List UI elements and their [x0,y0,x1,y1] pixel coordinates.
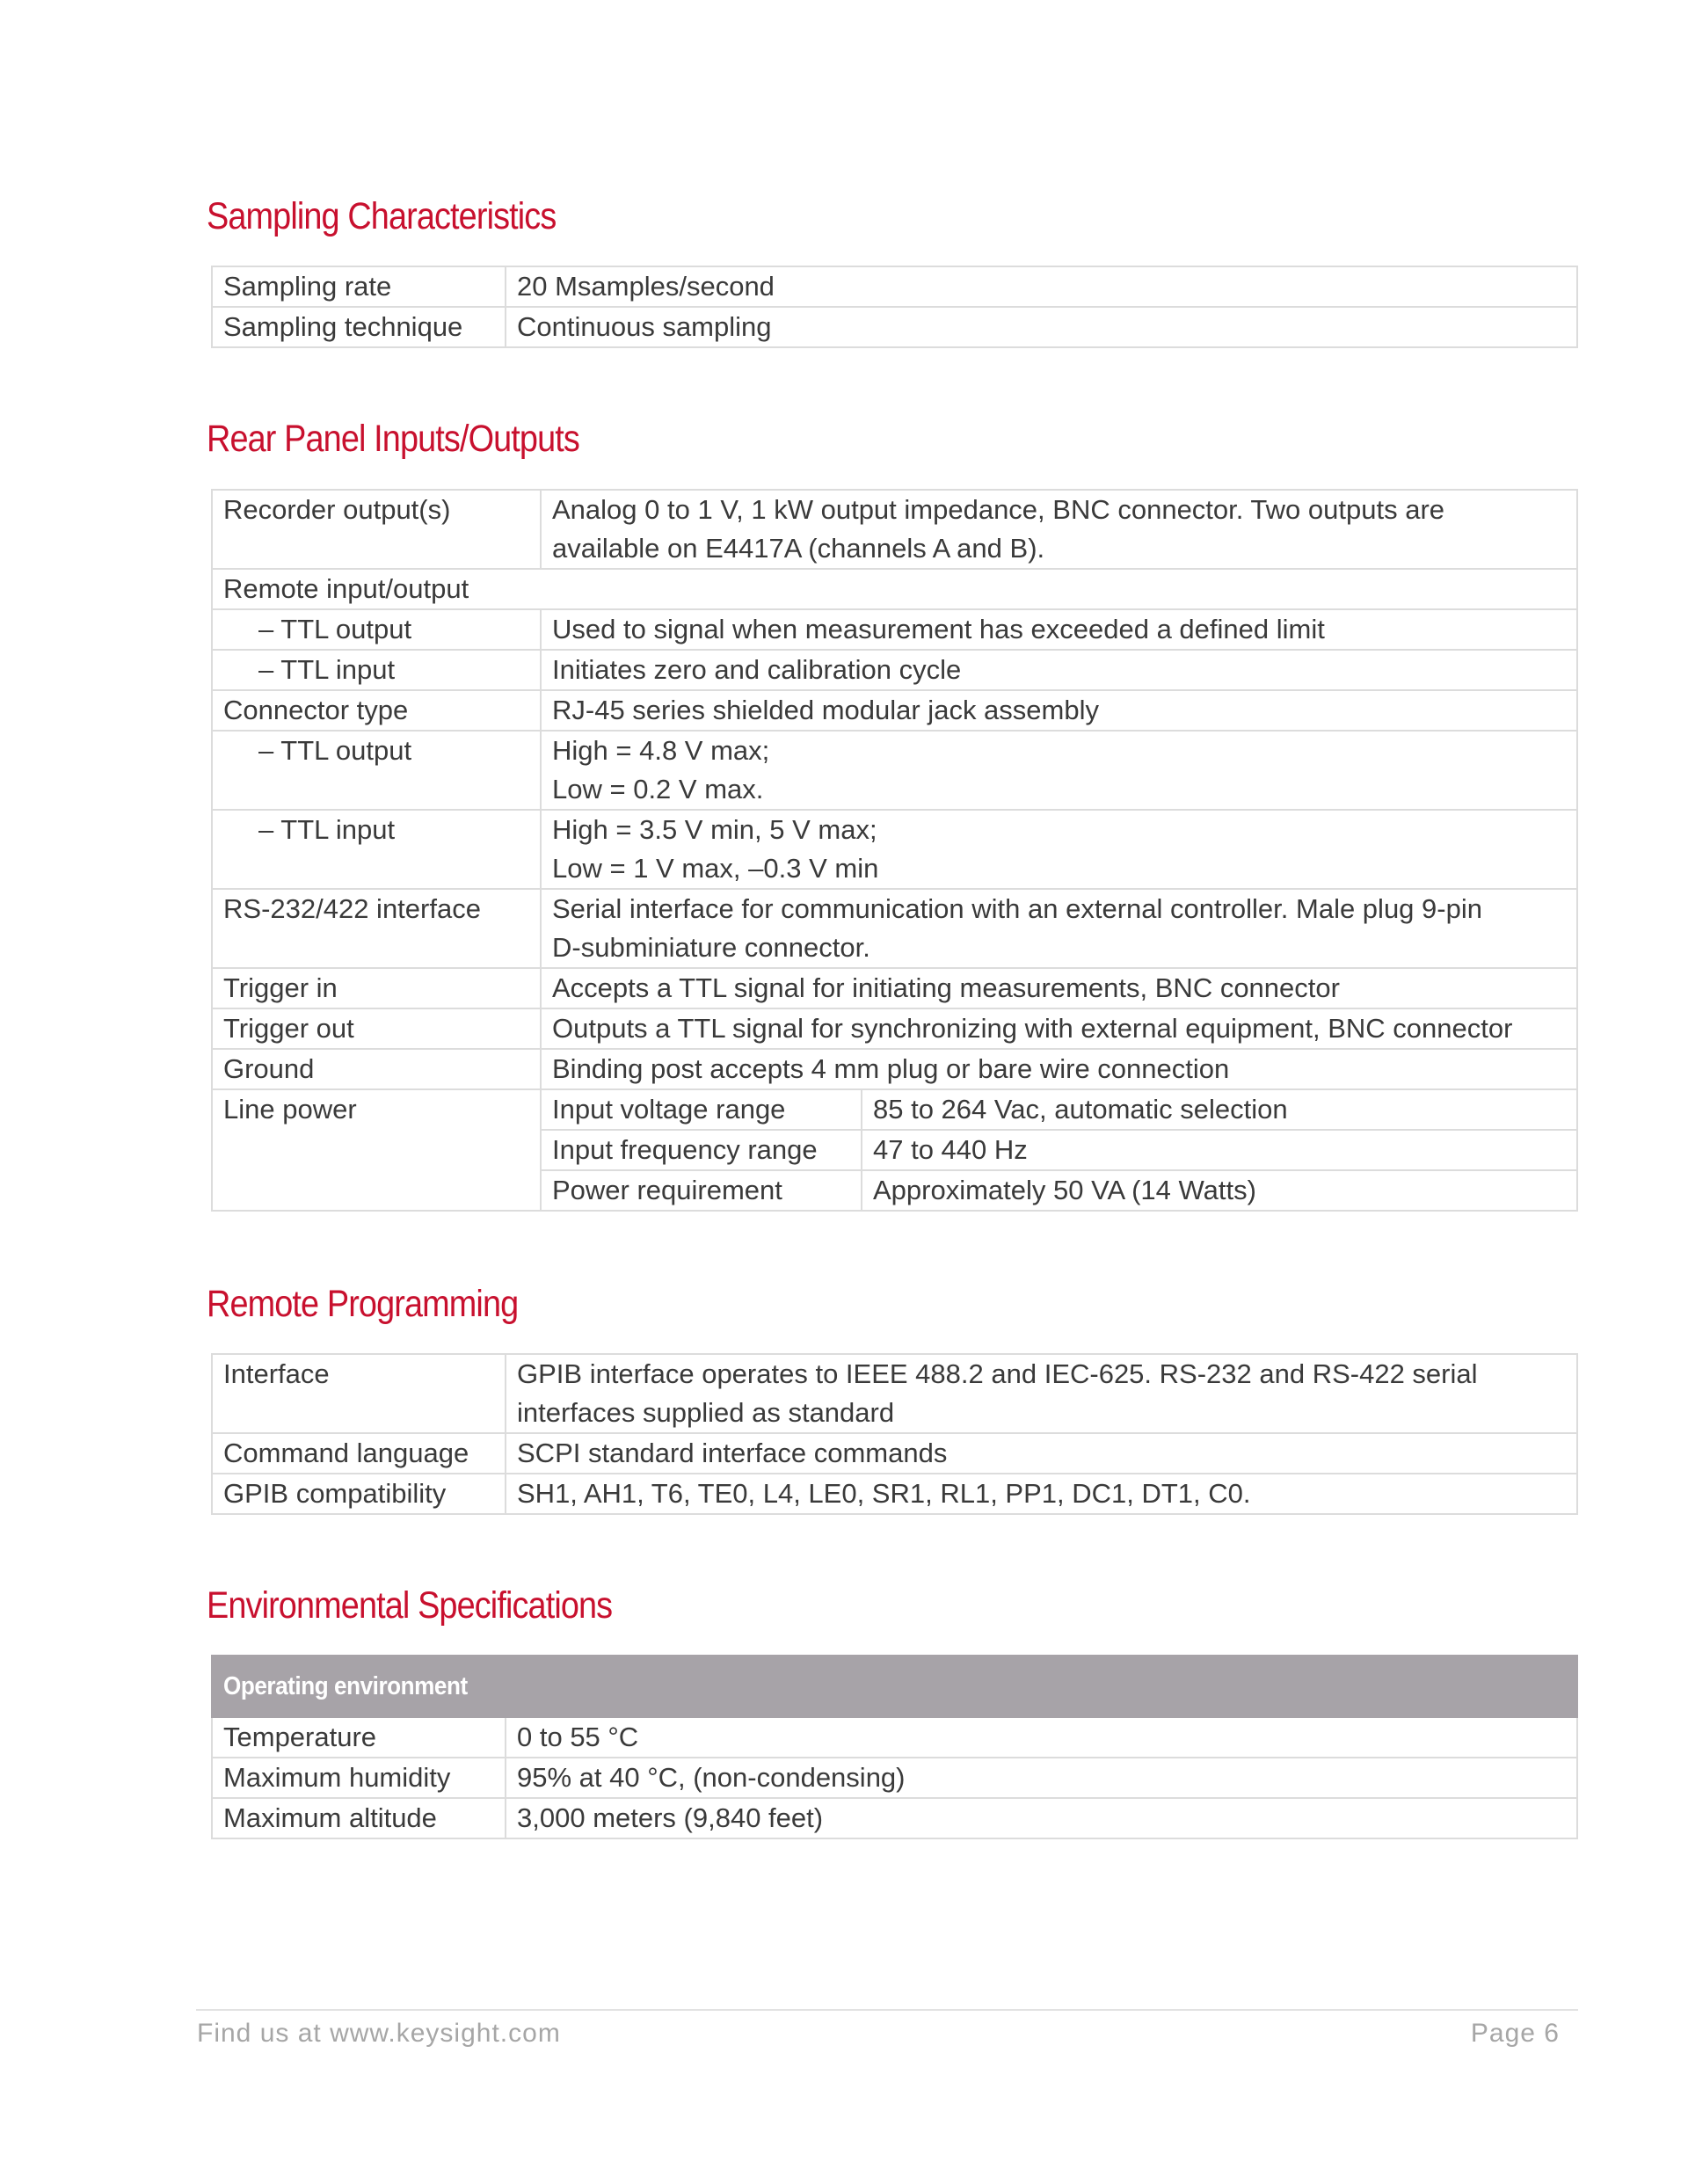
table-row [212,1008,1577,1049]
row-label: Sampling rate [212,266,506,307]
value-line: Analog 0 to 1 V, 1 kW output impedance, BNC connector. Two outputs are [552,494,1445,525]
row-value [541,490,1577,569]
table-row [212,1798,1577,1838]
row-value: Initiates zero and calibration cycle [541,650,1577,690]
table-row [212,1717,1577,1758]
row-label: Ground [212,1049,541,1089]
row-label: RS-232/422 interface [212,889,541,968]
table-row [212,609,1577,650]
row-value: 0 to 55 °C [506,1717,1577,1758]
footer-website: Find us at www.keysight.com [197,2019,561,2048]
row-label: Sampling technique [212,307,506,347]
value-line: GPIB interface operates to IEEE 488.2 and IEC-625. RS-232 and RS-422 serial [517,1358,1478,1389]
value-line: D-subminiature connector. [552,932,870,963]
power-param: Input frequency range [541,1130,862,1170]
row-label: Line power [212,1089,541,1211]
remote-programming-table [211,1353,1578,1515]
table-row [212,1089,1577,1130]
value-line: High = 4.8 V max; [552,735,770,766]
footer-page-number: Page 6 [1470,2019,1560,2048]
row-label: Recorder output(s) [212,490,541,569]
row-label: – TTL input [212,650,541,690]
row-label: Connector type [212,690,541,731]
row-label: Trigger out [212,1008,541,1049]
value-line: High = 3.5 V min, 5 V max; [552,814,877,845]
table-row [212,968,1577,1008]
table-row [212,266,1577,307]
table-row [212,490,1577,569]
row-label: Command language [212,1433,506,1474]
table-row [212,569,1577,609]
environmental-table [211,1655,1578,1839]
power-value: Approximately 50 VA (14 Watts) [862,1170,1577,1211]
rear-panel-table [211,489,1578,1212]
table-header [212,1656,1577,1717]
row-label: – TTL output [212,731,541,810]
table-row [212,1049,1577,1089]
value-line: Low = 0.2 V max. [552,774,764,804]
row-value: Binding post accepts 4 mm plug or bare wire connection [541,1049,1577,1089]
value-line: Serial interface for communication with an external controller. Male plug 9-pin [552,893,1482,924]
row-label: Remote input/output [212,569,1577,609]
remote-programming-title: Remote Programming [207,1283,519,1325]
table-row [212,690,1577,731]
rear-panel-title: Rear Panel Inputs/Outputs [207,418,579,460]
value-line: available on E4417A (channels A and B). [552,533,1045,564]
table-header-row [212,1656,1577,1717]
table-row [212,889,1577,968]
power-param: Input voltage range [541,1089,862,1130]
row-value: 95% at 40 °C, (non-condensing) [506,1758,1577,1798]
row-label: – TTL output [212,609,541,650]
row-value: 20 Msamples/second [506,266,1577,307]
row-value [541,810,1577,889]
row-label: Interface [212,1354,506,1433]
table-row [212,1354,1577,1433]
table-row [212,1474,1577,1514]
operating-environment-header: Operating environment [223,1671,468,1700]
row-value [541,731,1577,810]
row-label: Temperature [212,1717,506,1758]
row-label: Maximum humidity [212,1758,506,1798]
table-row [212,1758,1577,1798]
row-value: Continuous sampling [506,307,1577,347]
table-row [212,810,1577,889]
power-param: Power requirement [541,1170,862,1211]
row-label: Maximum altitude [212,1798,506,1838]
value-line: Low = 1 V max, –0.3 V min [552,853,879,884]
table-row [212,650,1577,690]
row-value: SH1, AH1, T6, TE0, L4, LE0, SR1, RL1, PP1, DC1, DT1, C0. [506,1474,1577,1514]
power-value: 85 to 264 Vac, automatic selection [862,1089,1577,1130]
value-line: interfaces supplied as standard [517,1397,895,1428]
row-label: GPIB compatibility [212,1474,506,1514]
table-row [212,731,1577,810]
footer-divider [196,2009,1578,2011]
row-value: Accepts a TTL signal for initiating measurements, BNC connector [541,968,1577,1008]
environmental-title: Environmental Specifications [207,1584,613,1627]
row-label: – TTL input [212,810,541,889]
row-value: 3,000 meters (9,840 feet) [506,1798,1577,1838]
power-value: 47 to 440 Hz [862,1130,1577,1170]
sampling-table [211,266,1578,348]
row-value [506,1354,1577,1433]
row-value [541,889,1577,968]
table-row [212,1433,1577,1474]
sampling-title: Sampling Characteristics [207,195,557,237]
row-label: Trigger in [212,968,541,1008]
row-value: RJ-45 series shielded modular jack assembly [541,690,1577,731]
table-row [212,307,1577,347]
row-value: Used to signal when measurement has exceeded a defined limit [541,609,1577,650]
row-value: SCPI standard interface commands [506,1433,1577,1474]
row-value: Outputs a TTL signal for synchronizing with external equipment, BNC connector [541,1008,1577,1049]
